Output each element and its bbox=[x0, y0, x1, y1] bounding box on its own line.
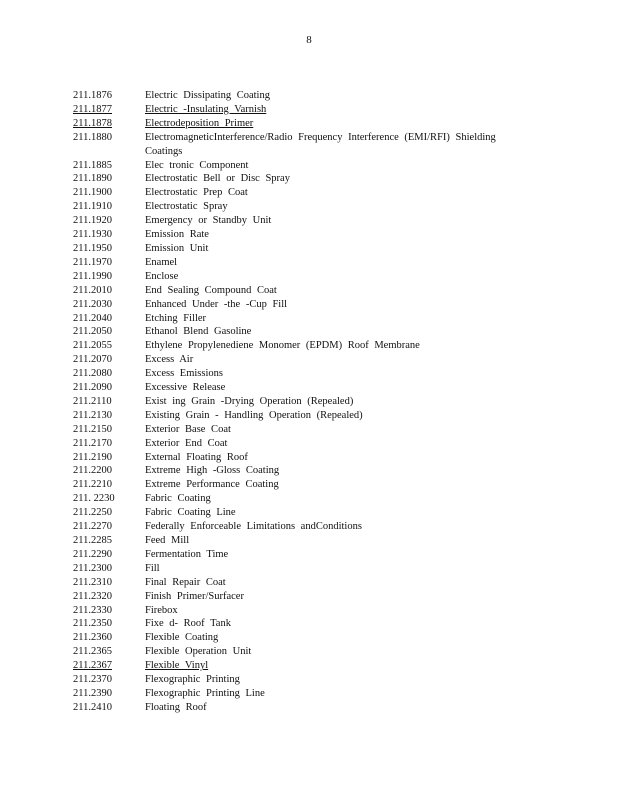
definition-entry bbox=[73, 464, 553, 478]
section-number: 211.1930 bbox=[73, 229, 112, 241]
definition-entry bbox=[73, 353, 553, 367]
defined-term: Electrostatic Bell or Disc Spray bbox=[145, 173, 290, 185]
section-number: 211.1970 bbox=[73, 256, 112, 268]
section-number: 211.2370 bbox=[73, 674, 112, 686]
definition-entry bbox=[73, 89, 553, 103]
definition-entry bbox=[73, 617, 553, 631]
defined-term: Flexographic Printing bbox=[145, 674, 240, 686]
definition-entry bbox=[73, 673, 553, 687]
defined-term: Exist ing Grain -Drying Operation (Repealed) bbox=[145, 395, 354, 407]
section-number: 211.2365 bbox=[73, 646, 112, 658]
definition-entry bbox=[73, 284, 553, 298]
definition-entry bbox=[73, 631, 553, 645]
section-number: 211.2310 bbox=[73, 576, 112, 588]
defined-term: Fabric Coating Line bbox=[145, 507, 236, 519]
section-number: 211.2090 bbox=[73, 382, 112, 394]
definition-entry bbox=[73, 423, 553, 437]
definition-entry bbox=[73, 228, 553, 242]
defined-term: Fabric Coating bbox=[145, 493, 211, 505]
section-number: 211.2350 bbox=[73, 618, 112, 630]
defined-term: Firebox bbox=[145, 604, 178, 616]
definition-entry bbox=[73, 339, 553, 353]
defined-term: Final Repair Coat bbox=[145, 576, 226, 588]
defined-term: Fixe d- Roof Tank bbox=[145, 618, 231, 630]
section-number: 211.1878 bbox=[73, 117, 112, 129]
defined-term: Finish Primer/Surfacer bbox=[145, 590, 244, 602]
section-number: 211.2410 bbox=[73, 701, 112, 713]
section-number: 211.2030 bbox=[73, 298, 112, 310]
definition-entry bbox=[73, 604, 553, 618]
defined-term: Feed Mill bbox=[145, 535, 190, 546]
definition-entry bbox=[73, 576, 553, 590]
section-number: 211.2250 bbox=[73, 507, 112, 519]
section-number: 211.2040 bbox=[73, 312, 112, 324]
defined-term: Etching Filler bbox=[145, 312, 207, 324]
section-number: 211. 2230 bbox=[73, 493, 115, 505]
section-number: 211.2010 bbox=[73, 284, 112, 296]
definition-entry bbox=[73, 590, 553, 604]
definition-entry bbox=[73, 451, 553, 465]
definition-entry bbox=[73, 381, 553, 395]
section-number: 211.2210 bbox=[73, 479, 112, 491]
section-number: 211.2190 bbox=[73, 451, 112, 463]
definition-entry bbox=[73, 159, 553, 173]
definition-entry bbox=[73, 506, 553, 520]
section-number: 211.1910 bbox=[73, 201, 112, 213]
section-number: 211.1890 bbox=[73, 173, 112, 185]
section-number: 211.2330 bbox=[73, 604, 112, 616]
section-number: 211.1920 bbox=[73, 215, 112, 227]
definition-entry bbox=[73, 200, 553, 214]
section-number: 211.2150 bbox=[73, 423, 112, 435]
definition-entry bbox=[73, 103, 553, 117]
defined-term: Extreme High -Gloss Coating bbox=[145, 465, 280, 477]
section-number: 211.2080 bbox=[73, 368, 112, 380]
defined-term: Exterior Base Coat bbox=[145, 423, 231, 435]
section-number: 211.2130 bbox=[73, 409, 112, 421]
defined-term: End Sealing Compound Coat bbox=[145, 284, 277, 296]
section-number: 211.1885 bbox=[73, 159, 112, 171]
defined-term: Ethylene Propylenediene Monomer (EPDM) Roof Membrane bbox=[145, 340, 420, 352]
section-number: 211.2070 bbox=[73, 354, 112, 366]
defined-term: Floating Roof bbox=[145, 701, 207, 713]
section-number: 211.1950 bbox=[73, 242, 112, 254]
definition-entry bbox=[73, 395, 553, 409]
section-number: 211.1900 bbox=[73, 187, 112, 199]
definition-entry bbox=[73, 186, 553, 200]
section-number: 211.2390 bbox=[73, 687, 112, 699]
definition-entry bbox=[73, 256, 553, 270]
defined-term: Electrostatic Spray bbox=[145, 201, 228, 213]
definition-entry bbox=[73, 172, 553, 186]
section-number: 211.2320 bbox=[73, 590, 112, 602]
definition-entry bbox=[73, 409, 553, 423]
defined-term: Enhanced Under -the -Cup Fill bbox=[145, 298, 288, 310]
definition-entry bbox=[73, 645, 553, 659]
definition-entry bbox=[73, 242, 553, 256]
defined-term: Exterior End Coat bbox=[145, 437, 228, 449]
defined-term: Emission Rate bbox=[145, 229, 209, 241]
defined-term: Emergency or Standby Unit bbox=[145, 215, 272, 227]
section-number: 211.2050 bbox=[73, 326, 112, 338]
defined-term: Flexible Operation Unit bbox=[145, 646, 252, 658]
section-number: 211.2290 bbox=[73, 548, 112, 560]
page-number: 8 bbox=[306, 34, 312, 46]
definition-entry bbox=[73, 325, 553, 339]
defined-term: Fermentation Time bbox=[145, 548, 229, 560]
definition-entry bbox=[73, 548, 553, 562]
defined-term: Electrostatic Prep Coat bbox=[145, 187, 248, 199]
section-number: 211.1880 bbox=[73, 131, 112, 143]
defined-term: Fill bbox=[145, 562, 160, 574]
section-number: 211.1877 bbox=[73, 103, 112, 115]
definition-entry bbox=[73, 478, 553, 492]
definition-entry bbox=[73, 520, 553, 534]
definition-entry bbox=[73, 562, 553, 576]
defined-term: Elec tronic Component bbox=[145, 159, 249, 171]
definition-entry bbox=[73, 367, 553, 381]
section-number: 211.2270 bbox=[73, 521, 112, 533]
section-number: 211.2110 bbox=[73, 395, 112, 407]
section-number: 211.2360 bbox=[73, 632, 112, 644]
section-number: 211.2285 bbox=[73, 535, 112, 546]
defined-term: Enamel bbox=[145, 256, 178, 268]
defined-term: ElectromagneticInterference/Radio Frequency Interference (EMI/RFI) Shielding Coatings bbox=[145, 131, 496, 157]
definition-entry bbox=[73, 492, 553, 506]
defined-term: Electrodeposition Primer bbox=[145, 117, 254, 129]
defined-term: Excess Air bbox=[145, 354, 194, 366]
section-number: 211.2367 bbox=[73, 660, 112, 672]
section-number: 211.1990 bbox=[73, 270, 112, 282]
defined-term: Enclose bbox=[145, 270, 179, 282]
defined-term: Electric -Insulating Varnish bbox=[145, 103, 267, 115]
definitions-list bbox=[73, 89, 553, 715]
defined-term: Federally Enforceable Limitations andConditions bbox=[145, 521, 362, 533]
definition-entry bbox=[73, 312, 553, 326]
definition-entry bbox=[73, 117, 553, 131]
definition-entry bbox=[73, 659, 553, 673]
definition-entry bbox=[73, 701, 553, 715]
definition-entry bbox=[73, 214, 553, 228]
defined-term: Excessive Release bbox=[145, 382, 226, 394]
section-number: 211.2300 bbox=[73, 562, 112, 574]
defined-term: Ethanol Blend Gasoline bbox=[145, 326, 252, 338]
defined-term: Existing Grain - Handling Operation (Repealed) bbox=[145, 409, 363, 421]
definition-entry bbox=[73, 131, 553, 159]
definition-entry bbox=[73, 534, 553, 548]
defined-term: Excess Emissions bbox=[145, 368, 223, 380]
definition-entry bbox=[73, 687, 553, 701]
definition-entry bbox=[73, 270, 553, 284]
definition-entry bbox=[73, 298, 553, 312]
definition-entry bbox=[73, 437, 553, 451]
defined-term: Flexographic Printing Line bbox=[145, 687, 265, 699]
defined-term: External Floating Roof bbox=[145, 451, 248, 463]
section-number: 211.2170 bbox=[73, 437, 112, 449]
section-number: 211.1876 bbox=[73, 90, 112, 101]
defined-term: Extreme Performance Coating bbox=[145, 479, 279, 491]
defined-term: Flexible Coating bbox=[145, 632, 219, 644]
defined-term: Electric Dissipating Coating bbox=[145, 90, 270, 101]
section-number: 211.2055 bbox=[73, 340, 112, 352]
defined-term: Emission Unit bbox=[145, 242, 209, 254]
defined-term: Flexible Vinyl bbox=[145, 660, 209, 672]
section-number: 211.2200 bbox=[73, 465, 112, 477]
